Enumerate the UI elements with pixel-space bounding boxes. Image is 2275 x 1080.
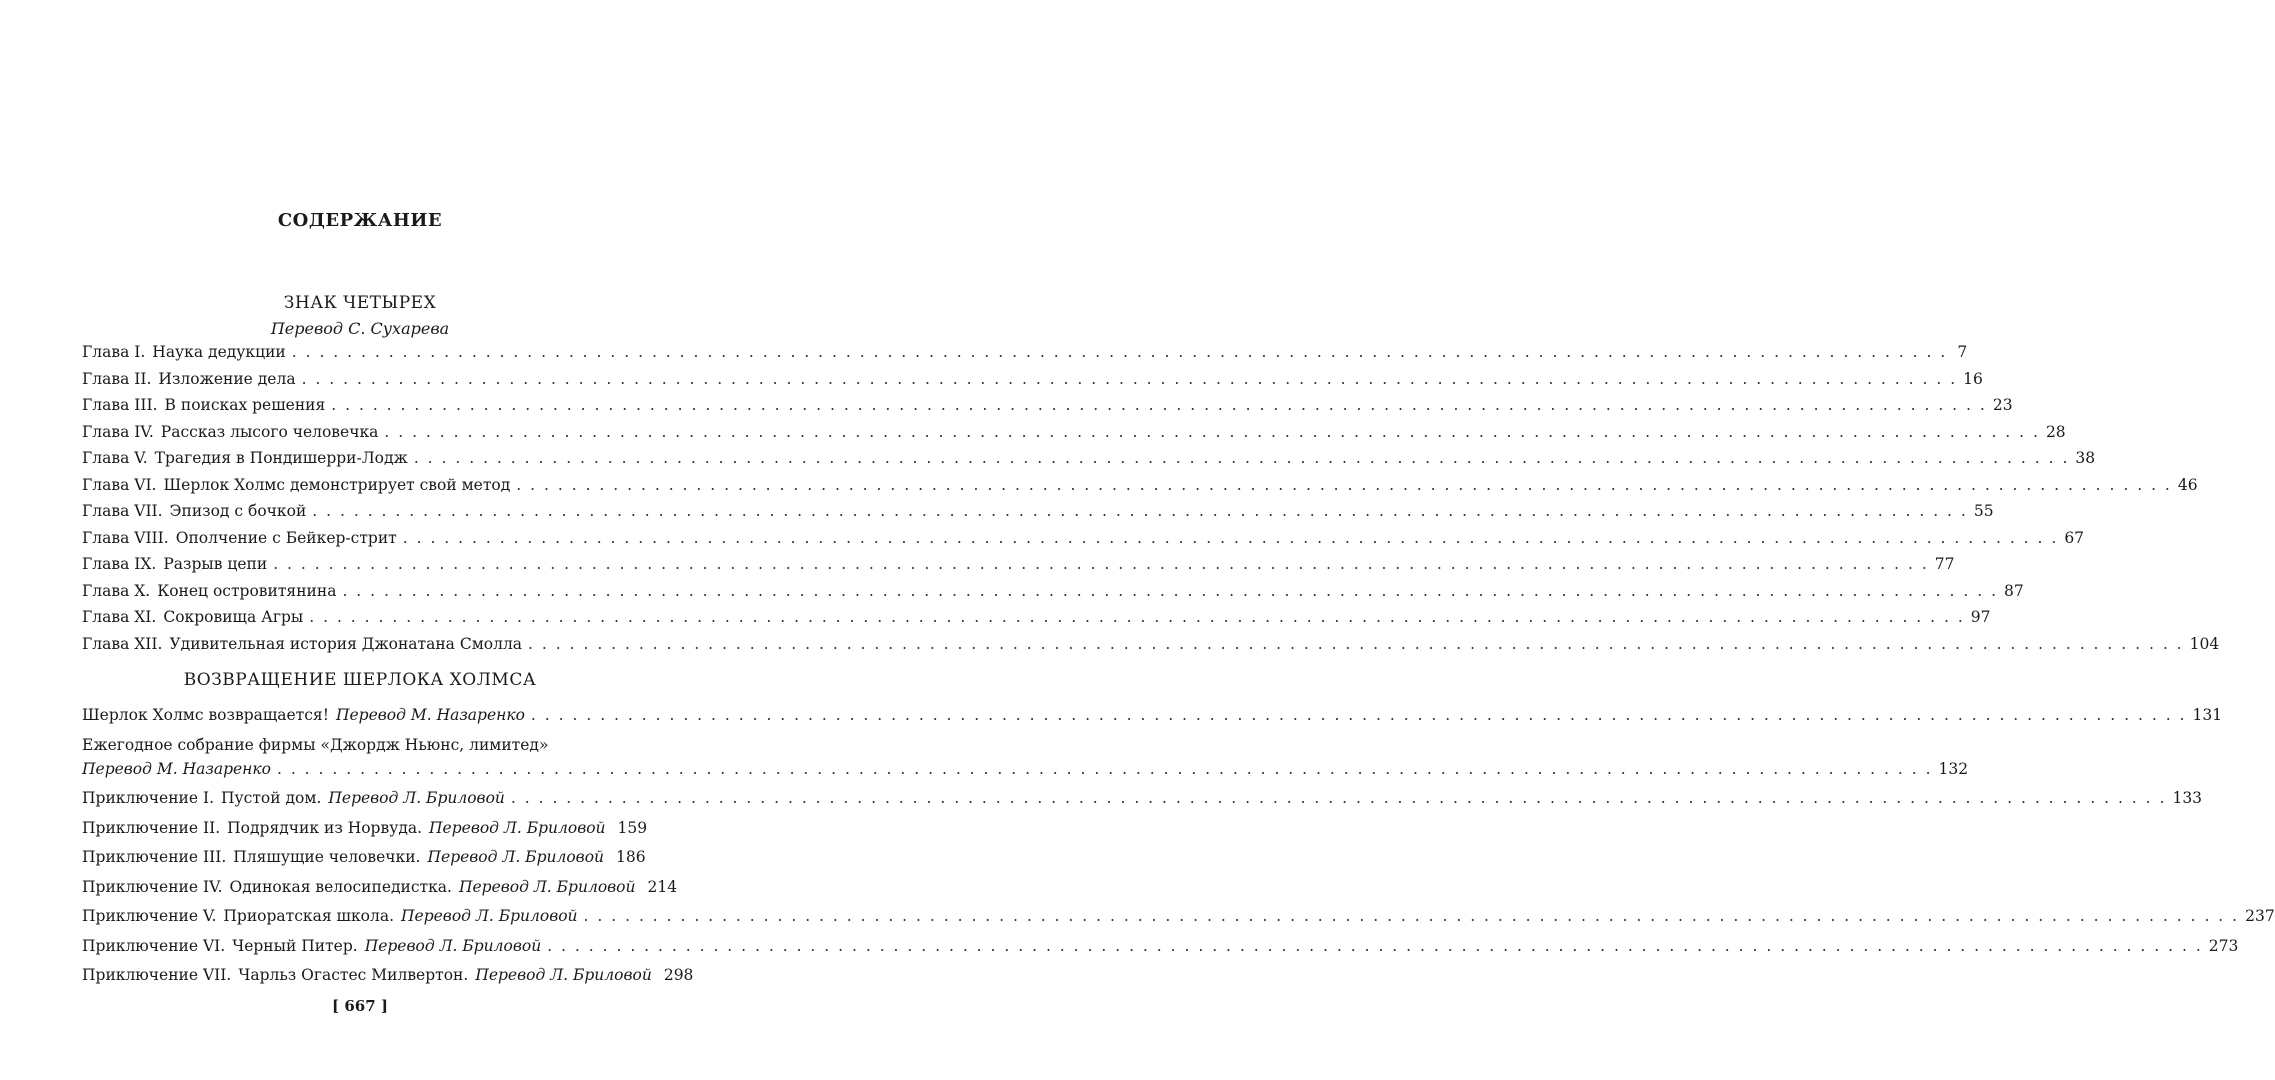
toc-dot-leader: . . . . . . . . . . . . . . . . . . . . . . . . . . . . . . . . . . . . . . . . . . . . . . . . . . . . . . . . . . . . . . . . . . . . . . . . . . . . . . . . . . . . . . . . . . . . . . . . . . . . . . . . . . . . . . . . . . . . . . . . [291, 343, 1948, 361]
toc-chapter-title: В поисках решения [164, 396, 326, 414]
toc-chapter-label: Приключение IV. [82, 877, 223, 896]
toc-translator: Перевод Л. Бриловой [364, 936, 542, 955]
toc-entry-title [82, 789, 505, 807]
toc-row [82, 877, 678, 908]
toc-row [82, 475, 2198, 503]
toc-chapter-title: Изложение дела [158, 369, 296, 388]
toc-entry-title [82, 819, 606, 837]
toc-chapter-label: Глава V. [82, 449, 148, 467]
toc-page-number: 16 [1963, 369, 1983, 388]
toc-row [82, 936, 2239, 967]
toc-page-number: 131 [2192, 706, 2223, 724]
toc-entry-title [82, 760, 271, 778]
toc-page-number: 87 [2004, 581, 2024, 600]
toc-row [82, 581, 2024, 609]
toc-translator: Перевод Л. Бриловой [475, 966, 652, 984]
toc-entry-title [82, 423, 378, 441]
toc-translator: Перевод Л. Бриловой [328, 789, 505, 807]
toc-row [82, 634, 2220, 662]
toc-entry-title [82, 878, 636, 896]
toc-translator: Перевод М. Назаренко [335, 706, 525, 724]
toc-list-sign-of-four [82, 343, 2220, 661]
toc-chapter-title: Шерлок Холмс демонстрирует свой метод [163, 475, 511, 494]
toc-list-return-of-holmes [82, 706, 2275, 996]
toc-row [82, 907, 2275, 937]
toc-translator: Перевод Л. Бриловой [401, 907, 578, 925]
toc-row [82, 736, 628, 760]
toc-chapter-title: Черный Питер. [232, 936, 358, 955]
toc-page-number: 133 [2172, 789, 2203, 807]
toc-chapter-label: Приключение V. [82, 907, 217, 925]
toc-row [82, 848, 646, 878]
toc-chapter-title: Удивительная история Джонатана Смолла [169, 634, 523, 653]
toc-entry-title [82, 635, 522, 653]
section-title-return-of-holmes: ВОЗВРАЩЕНИЕ ШЕРЛОКА ХОЛМСА [183, 670, 537, 690]
toc-row [82, 789, 2203, 819]
toc-entry-title [82, 848, 604, 866]
toc-entry-title [82, 608, 303, 626]
toc-chapter-label: Глава XII. [82, 634, 163, 653]
toc-dot-leader: . . . . . . . . . . . . . . . . . . . . . . . . . . . . . . . . . . . . . . . . . . . . . . . . . . . . . . . . . . . . . . . . . . . . . . . . . . . . . . . . . . . . . . . . . . . . . . . . . . . . . . . . . . . . . . . . . . . . . . . . [309, 608, 1965, 626]
toc-chapter-title: Пустой дом. [221, 789, 322, 807]
toc-chapter-title: Одинокая велосипедистка. [229, 877, 452, 896]
toc-row [82, 396, 2013, 423]
toc-row [82, 422, 2066, 450]
toc-chapter-label: Глава I. [82, 343, 146, 361]
toc-chapter-label: Глава VI. [82, 475, 157, 494]
toc-chapter-label: Глава III. [82, 396, 158, 414]
toc-page-number: 46 [2177, 475, 2198, 494]
toc-entry-title [82, 966, 652, 984]
toc-translator: Перевод М. Назаренко [82, 759, 271, 778]
toc-entry-title [82, 396, 325, 414]
toc-dot-leader: . . . . . . . . . . . . . . . . . . . . . . . . . . . . . . . . . . . . . . . . . . . . . . . . . . . . . . . . . . . . . . . . . . . . . . . . . . . . . . . . . . . . . . . . . . . . . . . . . . . . . . . . . . . . . . . . . . . . . . . . [276, 759, 1933, 778]
toc-entry-title [82, 449, 408, 467]
toc-row [82, 759, 1969, 790]
toc-chapter-title: Сокровища Агры [163, 608, 304, 626]
toc-page-number: 28 [2045, 422, 2066, 441]
toc-page-number: 159 [617, 818, 648, 837]
toc-chapter-title: Наука дедукции [152, 343, 286, 361]
toc-chapter-label: Приключение I. [82, 789, 215, 807]
toc-entry-title [82, 582, 336, 600]
toc-dot-leader: . . . . . . . . . . . . . . . . . . . . . . . . . . . . . . . . . . . . . . . . . . . . . . . . . . . . . . . . . . . . . . . . . . . . . . . . . . . . . . . . . . . . . . . . . . . . . . . . . . . . . . . . . . . . . . . . . . . . . . . . [583, 907, 2240, 925]
toc-entry-title [82, 476, 510, 494]
toc-chapter-title: Трагедия в Пондишерри-Лодж [154, 449, 408, 467]
toc-chapter-title: Эпизод с бочкой [169, 502, 307, 520]
toc-chapter-title: Подрядчик из Норвуда. [227, 818, 423, 837]
toc-chapter-label: Глава IV. [82, 422, 154, 441]
toc-dot-leader: . . . . . . . . . . . . . . . . . . . . . . . . . . . . . . . . . . . . . . . . . . . . . . . . . . . . . . . . . . . . . . . . . . . . . . . . . . . . . . . . . . . . . . . . . . . . . . . . . . . . . . . . . . . . . . . . . . . . . . . . [384, 422, 2040, 441]
toc-row [82, 966, 694, 996]
toc-page-number: 67 [2064, 528, 2085, 547]
toc-page-number: 214 [647, 877, 678, 896]
toc-page-number: 77 [1934, 555, 1955, 573]
toc-chapter-title: Пляшущие человечки. [233, 848, 421, 866]
toc-dot-leader: . . . . . . . . . . . . . . . . . . . . . . . . . . . . . . . . . . . . . . . . . . . . . . . . . . . . . . . . . . . . . . . . . . . . . . . . . . . . . . . . . . . . . . . . . . . . . . . . . . . . . . . . . . . . . . . . . . . . . . . . [331, 396, 1987, 414]
toc-dot-leader: . . . . . . . . . . . . . . . . . . . . . . . . . . . . . . . . . . . . . . . . . . . . . . . . . . . . . . . . . . . . . . . . . . . . . . . . . . . . . . . . . . . . . . . . . . . . . . . . . . . . . . . . . . . . . . . . . . . . . . . . [402, 528, 2059, 547]
toc-dot-leader: . . . . . . . . . . . . . . . . . . . . . . . . . . . . . . . . . . . . . . . . . . . . . . . . . . . . . . . . . . . . . . . . . . . . . . . . . . . . . . . . . . . . . . . . . . . . . . . . . . . . . . . . . . . . . . . . . . . . . . . . [342, 581, 1998, 600]
toc-page-number: 7 [1957, 343, 1968, 361]
toc-chapter-label: Приключение III. [82, 848, 227, 866]
toc-dot-leader: . . . . . . . . . . . . . . . . . . . . . . . . . . . . . . . . . . . . . . . . . . . . . . . . . . . . . . . . . . . . . . . . . . . . . . . . . . . . . . . . . . . . . . . . . . . . . . . . . . . . . . . . . . . . . . . . . . . . . . . . [510, 789, 2167, 807]
toc-row [82, 608, 1991, 635]
toc-dot-leader: . . . . . . . . . . . . . . . . . . . . . . . . . . . . . . . . . . . . . . . . . . . . . . . . . . . . . . . . . . . . . . . . . . . . . . . . . . . . . . . . . . . . . . . . . . . . . . . . . . . . . . . . . . . . . . . . . . . . . . . . [413, 449, 2070, 467]
toc-row [82, 343, 1968, 370]
toc-translator: Перевод Л. Бриловой [427, 848, 605, 866]
toc-chapter-label: Глава X. [82, 581, 151, 600]
toc-entry-title [82, 555, 267, 573]
toc-page-number: 298 [663, 966, 694, 984]
toc-chapter-title: Чарльз Огастес Милвертон. [238, 966, 469, 984]
toc-chapter-title: Рассказ лысого человечка [160, 422, 379, 441]
toc-chapter-label: Приключение VI. [82, 936, 226, 955]
toc-entry-title [82, 937, 541, 955]
toc-page-number: 104 [2189, 634, 2220, 653]
toc-row [82, 502, 1994, 529]
toc-chapter-label: Приключение II. [82, 818, 221, 837]
toc-chapter-title: Приоратская школа. [223, 907, 395, 925]
toc-entry-title [82, 736, 548, 754]
toc-page-number: 273 [2208, 936, 2239, 955]
toc-chapter-label: Глава XI. [82, 608, 157, 626]
toc-chapter-title: Разрыв цепи [163, 555, 268, 573]
toc-entry-title [82, 907, 578, 925]
toc-chapter-title: Конец островитянина [157, 581, 337, 600]
page-title: СОДЕРЖАНИЕ [277, 210, 443, 231]
page-number: [ 667 ] [332, 997, 388, 1015]
toc-row [82, 369, 1983, 397]
toc-entry-title [82, 343, 286, 361]
toc-page-number: 237 [2245, 907, 2275, 925]
toc-row [82, 555, 1955, 582]
toc-entry-title [82, 529, 397, 547]
toc-translator: Перевод Л. Бриловой [458, 877, 636, 896]
section-title-sign-of-four: ЗНАК ЧЕТЫРЕХ [283, 293, 437, 313]
toc-dot-leader: . . . . . . . . . . . . . . . . . . . . . . . . . . . . . . . . . . . . . . . . . . . . . . . . . . . . . . . . . . . . . . . . . . . . . . . . . . . . . . . . . . . . . . . . . . . . . . . . . . . . . . . . . . . . . . . . . . . . . . . . [528, 634, 2184, 653]
toc-chapter-label: Глава VII. [82, 502, 163, 520]
toc-chapter-title: Ежегодное собрание фирмы «Джордж Ньюнс, лимитед» [82, 735, 549, 754]
page-number-value: 667 [344, 997, 376, 1015]
toc-chapter-title: Шерлок Холмс возвращается! [82, 706, 329, 724]
section-translator: Перевод С. Сухарева [270, 319, 450, 338]
toc-row [82, 818, 648, 849]
toc-translator: Перевод Л. Бриловой [429, 818, 606, 837]
toc-page-number: 186 [616, 848, 646, 866]
toc-chapter-label: Приключение VII. [82, 966, 232, 984]
toc-dot-leader: . . . . . . . . . . . . . . . . . . . . . . . . . . . . . . . . . . . . . . . . . . . . . . . . . . . . . . . . . . . . . . . . . . . . . . . . . . . . . . . . . . . . . . . . . . . . . . . . . . . . . . . . . . . . . . . . . . . . . . . . [301, 369, 1958, 388]
toc-dot-leader: . . . . . . . . . . . . . . . . . . . . . . . . . . . . . . . . . . . . . . . . . . . . . . . . . . . . . . . . . . . . . . . . . . . . . . . . . . . . . . . . . . . . . . . . . . . . . . . . . . . . . . . . . . . . . . . . . . . . . . . . [547, 936, 2203, 955]
toc-dot-leader: . . . . . . . . . . . . . . . . . . . . . . . . . . . . . . . . . . . . . . . . . . . . . . . . . . . . . . . . . . . . . . . . . . . . . . . . . . . . . . . . . . . . . . . . . . . . . . . . . . . . . . . . . . . . . . . . . . . . . . . . [312, 502, 1968, 520]
toc-page-number: 23 [1992, 396, 2013, 414]
toc-chapter-label: Глава II. [82, 369, 152, 388]
toc-page-number: 132 [1938, 759, 1969, 778]
toc-dot-leader: . . . . . . . . . . . . . . . . . . . . . . . . . . . . . . . . . . . . . . . . . . . . . . . . . . . . . . . . . . . . . . . . . . . . . . . . . . . . . . . . . . . . . . . . . . . . . . . . . . . . . . . . . . . . . . . . . . . . . . . . [516, 475, 2172, 494]
toc-entry-title [82, 502, 306, 520]
toc-page-number: 97 [1970, 608, 1991, 626]
toc-chapter-title: Ополчение с Бейкер-стрит [175, 528, 397, 547]
toc-dot-leader: . . . . . . . . . . . . . . . . . . . . . . . . . . . . . . . . . . . . . . . . . . . . . . . . . . . . . . . . . . . . . . . . . . . . . . . . . . . . . . . . . . . . . . . . . . . . . . . . . . . . . . . . . . . . . . . . . . . . . . . . [273, 555, 1929, 573]
toc-row [82, 449, 2096, 476]
toc-page-number: 38 [2075, 449, 2096, 467]
toc-row [82, 528, 2085, 556]
toc-chapter-label: Глава VIII. [82, 528, 169, 547]
toc-dot-leader: . . . . . . . . . . . . . . . . . . . . . . . . . . . . . . . . . . . . . . . . . . . . . . . . . . . . . . . . . . . . . . . . . . . . . . . . . . . . . . . . . . . . . . . . . . . . . . . . . . . . . . . . . . . . . . . . . . . . . . . . [530, 706, 2187, 724]
toc-entry-title [82, 706, 525, 724]
toc-row [82, 706, 2223, 736]
toc-entry-title [82, 370, 296, 388]
toc-page-number: 55 [1973, 502, 1994, 520]
toc-chapter-label: Глава IX. [82, 555, 157, 573]
